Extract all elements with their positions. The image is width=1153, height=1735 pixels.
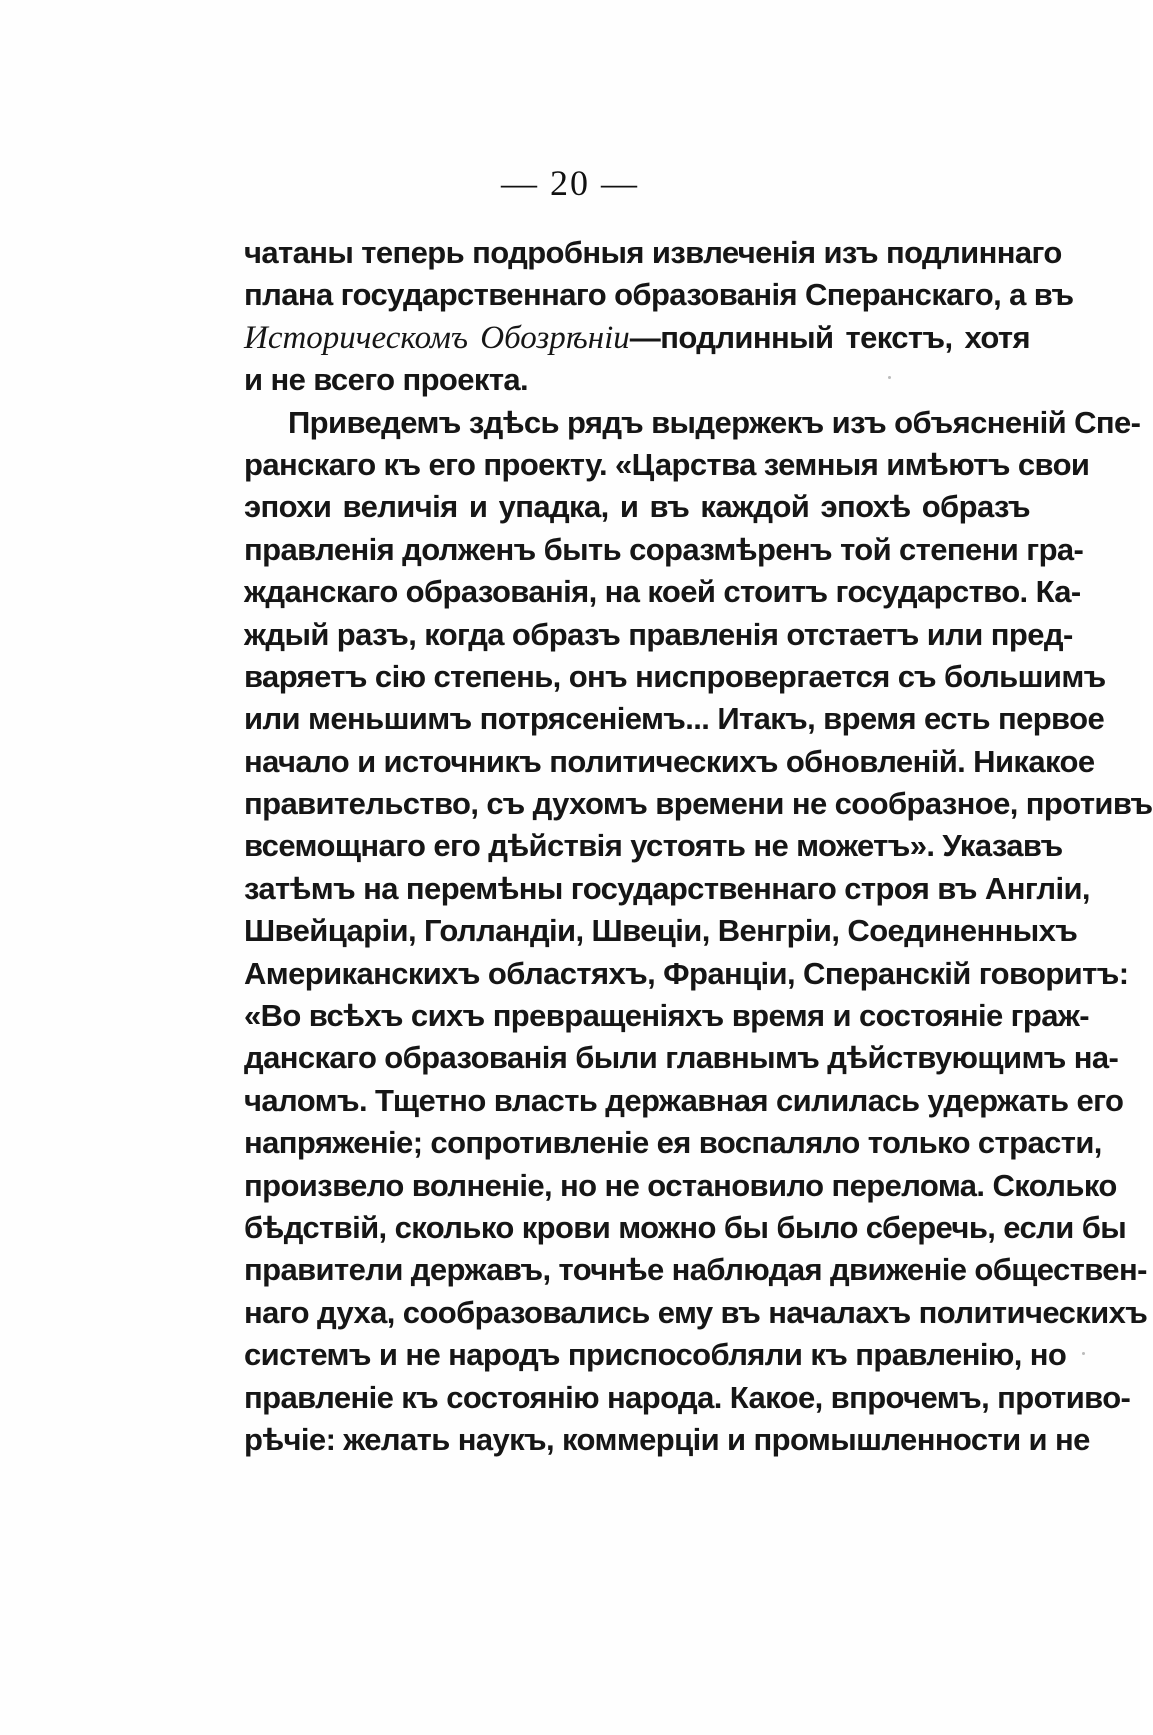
- line-text: «Во всѣхъ сихъ превращеніяхъ время и состояніе граж-: [244, 998, 1090, 1034]
- text-line: [244, 1037, 1119, 1079]
- line-text: затѣмъ на перемѣны государственнаго строя въ Англіи,: [244, 870, 1090, 906]
- line-text: правленіе къ состоянію народа. Какое, впрочемъ, противо-: [244, 1379, 1131, 1415]
- text-line: [244, 953, 1129, 995]
- text-line: [244, 444, 1090, 486]
- paper-speck: [888, 376, 891, 379]
- line-text: всемощнаго его дѣйствія устоять не можетъ». Указавъ: [244, 828, 1063, 864]
- line-text: бѣдствій, сколько крови можно бы было сберечь, если бы: [244, 1209, 1127, 1245]
- line-text: плана государственнаго образованія Сперанскаго, а въ: [244, 277, 1074, 313]
- text-line: [244, 486, 1030, 528]
- text-line: [244, 1292, 1148, 1334]
- text-line: [244, 698, 1105, 740]
- line-text: Американскихъ областяхъ, Франціи, Сперанскій говоритъ:: [244, 955, 1129, 991]
- line-text: чатаны теперь подробныя извлеченія изъ подлиннаго: [244, 235, 1062, 270]
- text-line: [244, 1080, 1124, 1122]
- line-text: чаломъ. Тщетно власть державная силилась удержать его: [244, 1082, 1124, 1118]
- line-text: начало и источникъ политическихъ обновленій. Никакое: [244, 743, 1095, 779]
- line-text: или меньшимъ потрясеніемъ... Итакъ, время есть первое: [244, 701, 1105, 737]
- line-text: правители державъ, точнѣе наблюдая движеніе обществен-: [244, 1252, 1147, 1288]
- text-line: [244, 317, 1030, 359]
- text-line: [244, 825, 1063, 867]
- line-text: жданскаго образованія, на коей стоитъ государство. Ка-: [244, 574, 1081, 610]
- text-line: [244, 741, 1095, 783]
- text-line: [244, 1419, 1090, 1461]
- line-text: ранскаго къ его проекту. «Царства земныя имѣютъ свои: [244, 446, 1090, 482]
- text-line: [244, 995, 1090, 1037]
- text-line: [244, 1207, 1127, 1249]
- line-text: варяетъ сію степень, онъ ниспровергается съ большимъ: [244, 658, 1106, 694]
- text-line: [244, 402, 1141, 444]
- italic-text: Историческомъ Обозрѣніи: [244, 319, 630, 356]
- line-text: произвело волненіе, но не остановило перелома. Сколько: [244, 1167, 1117, 1203]
- text-line: [244, 1377, 1131, 1419]
- text-line: [244, 1122, 1102, 1164]
- text-line: [244, 656, 1106, 698]
- text-line: [244, 868, 1090, 910]
- text-line: [244, 1165, 1117, 1207]
- line-text: системъ и не народъ приспособляли къ правленію, но: [244, 1337, 1067, 1373]
- text-line: [244, 571, 1081, 613]
- text-line: [244, 1334, 1067, 1376]
- line-text: и не всего проекта.: [244, 362, 529, 398]
- line-text: правительство, съ духомъ времени не сообразное, противъ: [244, 786, 1153, 822]
- line-text: данскаго образованія были главнымъ дѣйствующимъ на-: [244, 1040, 1119, 1076]
- text-line: [244, 529, 1084, 571]
- text-line: [244, 274, 1074, 316]
- body-text: [244, 232, 1153, 1461]
- line-text: —подлинный текстъ, хотя: [629, 319, 1031, 355]
- line-text: напряженіе; сопротивленіе ея воспаляло только страсти,: [244, 1125, 1102, 1161]
- text-line: [244, 910, 1078, 952]
- line-text: наго духа, сообразовались ему въ началахъ политическихъ: [244, 1294, 1148, 1330]
- line-text: ждый разъ, когда образъ правленія отстаетъ или пред-: [244, 616, 1073, 652]
- text-line: [244, 614, 1073, 656]
- paper-speck: [1082, 1352, 1085, 1355]
- page-number: — 20 —: [501, 163, 639, 203]
- line-text: Швейцаріи, Голландіи, Швеціи, Венгріи, Соединенныхъ: [244, 913, 1078, 949]
- text-line: [244, 359, 1030, 401]
- text-line: [244, 1249, 1147, 1291]
- text-line: [244, 232, 1062, 274]
- line-text: Приведемъ здѣсь рядъ выдержекъ изъ объясненій Спе-: [288, 404, 1141, 440]
- line-text: эпохи величія и упадка, и въ каждой эпохѣ образъ: [244, 489, 1030, 525]
- line-text: рѣчіе: желать наукъ, коммерціи и промышленности и не: [244, 1421, 1090, 1457]
- text-line: [244, 783, 1153, 825]
- line-text: правленія долженъ быть соразмѣренъ той степени гра-: [244, 531, 1084, 567]
